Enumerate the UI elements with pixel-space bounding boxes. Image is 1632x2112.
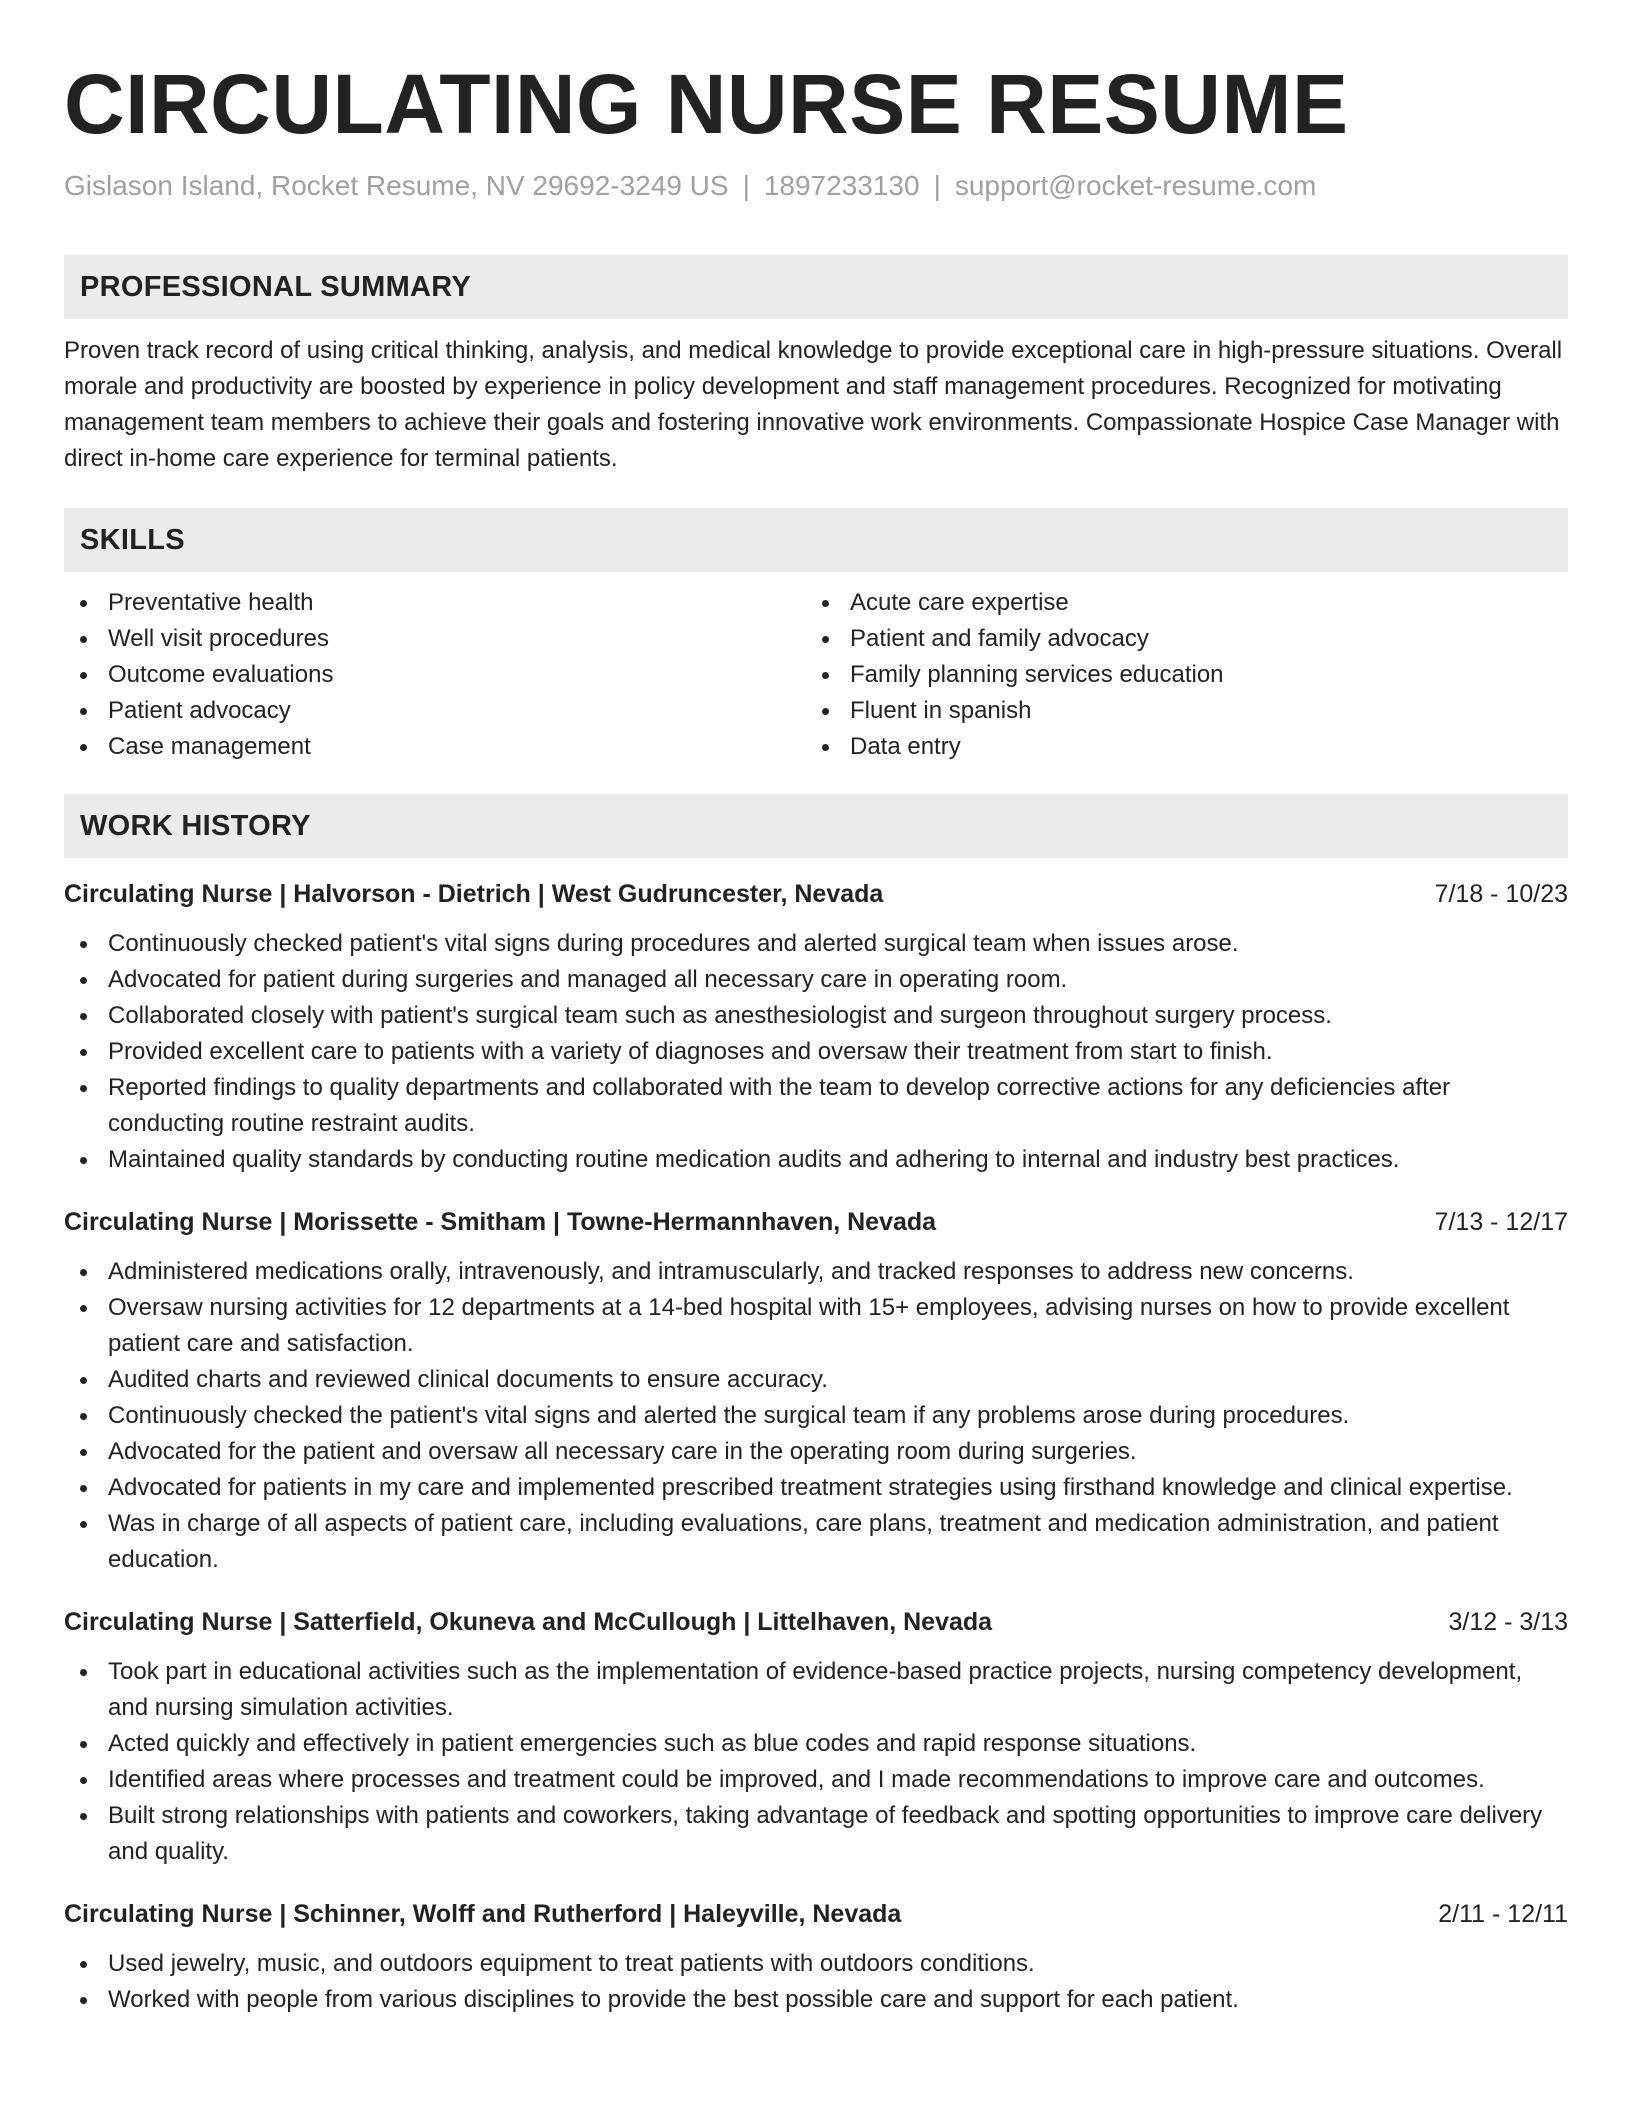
skills-column-left: [64, 585, 806, 765]
job-bullet: Worked with people from various disciplines to provide the best possible care and support for each patient.: [64, 1982, 1568, 2018]
job-header: [64, 1604, 1568, 1640]
summary-text: Proven track record of using critical thinking, analysis, and medical knowledge to provide exceptional care in high-pressure situations. Overall morale and productivity are boosted by experience in policy development and staff management procedures. Recognized for motivating management team members to achieve their goals and fostering innovative work environments. Compassionate Hospice Case Manager with direct in-home care experience for terminal patients.: [64, 337, 1563, 472]
job-entry: [64, 1896, 1568, 2018]
job-bullet: Acted quickly and effectively in patient emergencies such as blue codes and rapid response situations.: [64, 1726, 1568, 1762]
contact-separator: |: [933, 170, 941, 201]
contact-address: Gislason Island, Rocket Resume, NV 29692-3249 US: [64, 170, 729, 201]
job-bullet: Advocated for the patient and oversaw all necessary care in the operating room during surgeries.: [64, 1434, 1568, 1470]
job-dates: 7/13 - 12/17: [1434, 1208, 1568, 1236]
job-bullet: Collaborated closely with patient's surgical team such as anesthesiologist and surgeon throughout surgery process.: [64, 998, 1568, 1034]
contact-phone: 1897233130: [763, 170, 920, 201]
job-header: [64, 1204, 1568, 1240]
job-header: [64, 876, 1568, 912]
skill-item: Family planning services education: [806, 657, 1548, 693]
job-dates: 3/12 - 3/13: [1448, 1608, 1568, 1636]
job-bullet: Maintained quality standards by conducting routine medication audits and adhering to internal and industry best practices.: [64, 1142, 1568, 1178]
job-bullet: Advocated for patient during surgeries and managed all necessary care in operating room.: [64, 962, 1568, 998]
job-entry: [64, 1604, 1568, 1870]
section-heading-skills: SKILLS: [64, 508, 1568, 572]
section-heading-summary: PROFESSIONAL SUMMARY: [64, 255, 1568, 319]
job-bullet: Advocated for patients in my care and implemented prescribed treatment strategies using firsthand knowledge and clinical expertise.: [64, 1470, 1568, 1506]
job-bullet: Identified areas where processes and treatment could be improved, and I made recommendations to improve care and outcomes.: [64, 1762, 1568, 1798]
job-bullet: Administered medications orally, intravenously, and intramuscularly, and tracked responses to address new concerns.: [64, 1254, 1568, 1290]
job-bullets: [64, 1654, 1568, 1870]
resume-title: CIRCULATING NURSE RESUME: [64, 57, 1349, 151]
job-bullet: Took part in educational activities such as the implementation of evidence-based practice projects, nursing competency development, and nursing simulation activities.: [64, 1654, 1568, 1726]
job-title: Circulating Nurse | Morissette - Smitham | Towne-Hermannhaven, Nevada: [64, 1208, 937, 1236]
job-dates: 7/18 - 10/23: [1434, 880, 1568, 908]
job-bullet: Provided excellent care to patients with a variety of diagnoses and oversaw their treatment from start to finish.: [64, 1034, 1568, 1070]
job-bullet: Used jewelry, music, and outdoors equipment to treat patients with outdoors conditions.: [64, 1946, 1568, 1982]
job-entry: [64, 876, 1568, 1178]
skill-item: Well visit procedures: [64, 621, 806, 657]
job-bullets: [64, 926, 1568, 1178]
job-entry: [64, 1204, 1568, 1578]
skill-item: Case management: [64, 729, 806, 765]
skill-item: Patient and family advocacy: [806, 621, 1548, 657]
job-bullet: Continuously checked patient's vital signs during procedures and alerted surgical team when issues arose.: [64, 926, 1568, 962]
contact-line: [64, 166, 1568, 206]
job-bullet: Reported findings to quality departments and collaborated with the team to develop corrective actions for any deficiencies after conducting routine restraint audits.: [64, 1070, 1568, 1142]
job-bullet: Built strong relationships with patients and coworkers, taking advantage of feedback and spotting opportunities to improve care delivery and quality.: [64, 1798, 1568, 1870]
job-bullet: Audited charts and reviewed clinical documents to ensure accuracy.: [64, 1362, 1568, 1398]
job-bullet: Oversaw nursing activities for 12 departments at a 14-bed hospital with 15+ employees, advising nurses on how to provide excellent patient care and satisfaction.: [64, 1290, 1568, 1362]
job-dates: 2/11 - 12/11: [1438, 1900, 1568, 1928]
job-header: [64, 1896, 1568, 1932]
job-bullet: Continuously checked the patient's vital signs and alerted the surgical team if any problems arose during procedures.: [64, 1398, 1568, 1434]
skill-item: Preventative health: [64, 585, 806, 621]
job-title: Circulating Nurse | Halvorson - Dietrich | West Gudruncester, Nevada: [64, 880, 884, 908]
resume-page: [64, 0, 1568, 2018]
skill-item: Acute care expertise: [806, 585, 1548, 621]
job-title: Circulating Nurse | Satterfield, Okuneva and McCullough | Littelhaven, Nevada: [64, 1608, 993, 1636]
skill-item: Patient advocacy: [64, 693, 806, 729]
section-heading-work-history: WORK HISTORY: [64, 794, 1568, 858]
contact-separator: |: [742, 170, 750, 201]
job-title: Circulating Nurse | Schinner, Wolff and Rutherford | Haleyville, Nevada: [64, 1900, 902, 1928]
skill-item: Data entry: [806, 729, 1548, 765]
job-bullet: Was in charge of all aspects of patient care, including evaluations, care plans, treatment and medication administration, and patient education.: [64, 1506, 1568, 1578]
contact-email: support@rocket-resume.com: [954, 170, 1317, 201]
skill-item: Fluent in spanish: [806, 693, 1548, 729]
skills-column-right: [806, 585, 1548, 765]
skills-list: [64, 585, 1568, 765]
job-bullets: [64, 1254, 1568, 1578]
skill-item: Outcome evaluations: [64, 657, 806, 693]
job-bullets: [64, 1946, 1568, 2018]
